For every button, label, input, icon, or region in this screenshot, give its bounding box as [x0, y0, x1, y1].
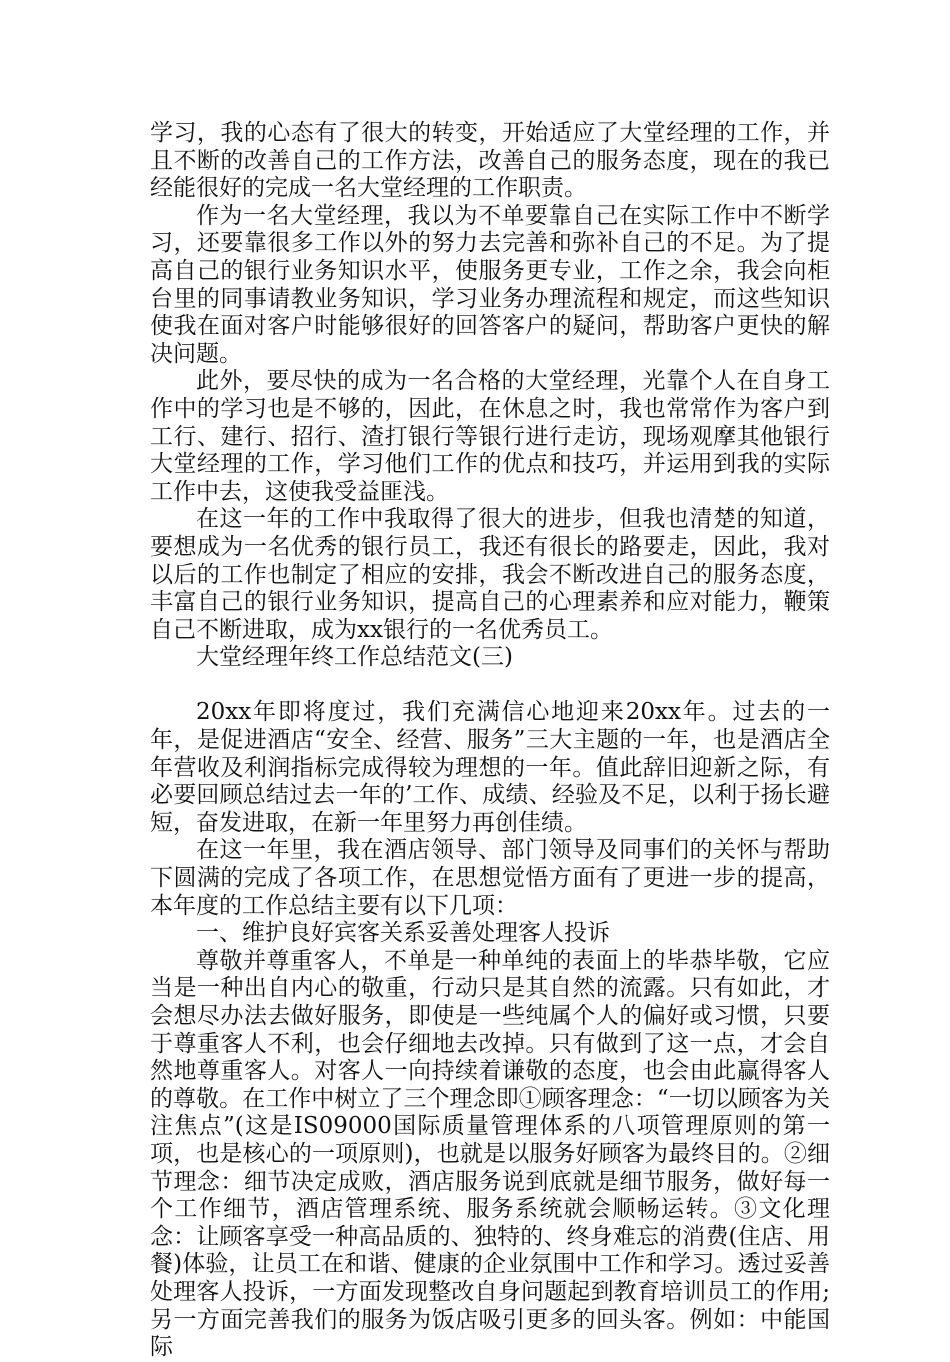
paragraph-future-plans: 在这一年的工作中我取得了很大的进步，但我也清楚的知道，要想成为一名优秀的银行员工，我还有很长的路要走，因此，我对以后的工作也制定了相应的安排，我会不断改进自己的服务态度，丰富自己的银行业务知识，提高自己的心理素养和应对能力，鞭策自己不断进取，成为xx银行的一名优秀员工。	[150, 506, 830, 643]
paragraph-bank-visits: 此外，要尽快的成为一名合格的大堂经理，光靠个人在自身工作中的学习也是不够的，因此，在休息之时，我也常常作为客户到工行、建行、招行、渣打银行等银行进行走访，现场观摩其他银行大堂经理的工作，学习他们工作的优点和技巧，并运用到我的实际工作中去，这使我受益匪浅。	[150, 368, 830, 505]
blank-line	[150, 672, 830, 700]
section-title: 大堂经理年终工作总结范文(三)	[196, 644, 513, 671]
paragraph-summary-intro: 在这一年里，我在酒店领导、部门领导及同事们的关怀与帮助下圆满的完成了各项工作，在思想觉悟方面有了更进一步的提高，本年度的工作总结主要有以下几项：	[150, 837, 830, 919]
paragraph-customer-respect: 尊敬并尊重客人，不单是一种单纯的表面上的毕恭毕敬，它应当是一种出自内心的敬重，行动只是其自然的流露。只有如此，才会想尽办法去做好服务，即使是一些纯属个人的偏好或习惯，只要于尊重客人不利，也会仔细地去改掉。只有做到了这一点，才会自然地尊重客人。对客人一向持续着谦敬的态度，也会由此赢得客人的尊敬。在工作中树立了三个理念即①顾客理念：“一切以顾客为关注焦点”(这是IS09000国际质量管理体系的八项管理原则的第一项，也是核心的一项原则)，也就是以服务好顾客为最终目的。②细节理念：细节决定成败，酒店服务说到底就是细节服务，做好每一个工作细节，酒店管理系统、服务系统就会顺畅运转。③文化理念：让顾客享受一种高品质的、独特的、终身难忘的消费(住店、用餐)体验，让员工在和谐、健康的企业氛围中工作和学习。透过妥善处理客人投诉，一方面发现整改自身问题起到教育培训员工的作用;另一方面完善我们的服务为饭店吸引更多的回头客。例如：中能国际	[150, 947, 830, 1361]
document-body	[150, 120, 830, 1362]
paragraph-continuation: 学习，我的心态有了很大的转变，开始适应了大堂经理的工作，并且不断的改善自己的工作方法，改善自己的服务态度，现在的我已经能很好的完成一名大堂经理的工作职责。	[150, 120, 830, 202]
paragraph-year-review: 20xx年即将度过，我们充满信心地迎来20xx年。过去的一年，是促进酒店“安全、经营、服务”三大主题的一年，也是酒店全年营收及利润指标完成得较为理想的一年。值此辞旧迎新之际，有必要回顾总结过去一年的’工作、成绩、经验及不足，以利于扬长避短，奋发进取，在新一年里努力再创佳绩。	[150, 699, 830, 836]
paragraph-self-improvement: 作为一名大堂经理，我以为不单要靠自己在实际工作中不断学习，还要靠很多工作以外的努力去完善和弥补自己的不足。为了提高自己的银行业务知识水平，使服务更专业，工作之余，我会向柜台里的同事请教业务知识，学习业务办理流程和规定，而这些知识使我在面对客户时能够很好的回答客户的疑问，帮助客户更快的解决问题。	[150, 202, 830, 367]
subsection-heading: 一、维护良好宾客关系妥善处理客人投诉	[196, 920, 610, 947]
